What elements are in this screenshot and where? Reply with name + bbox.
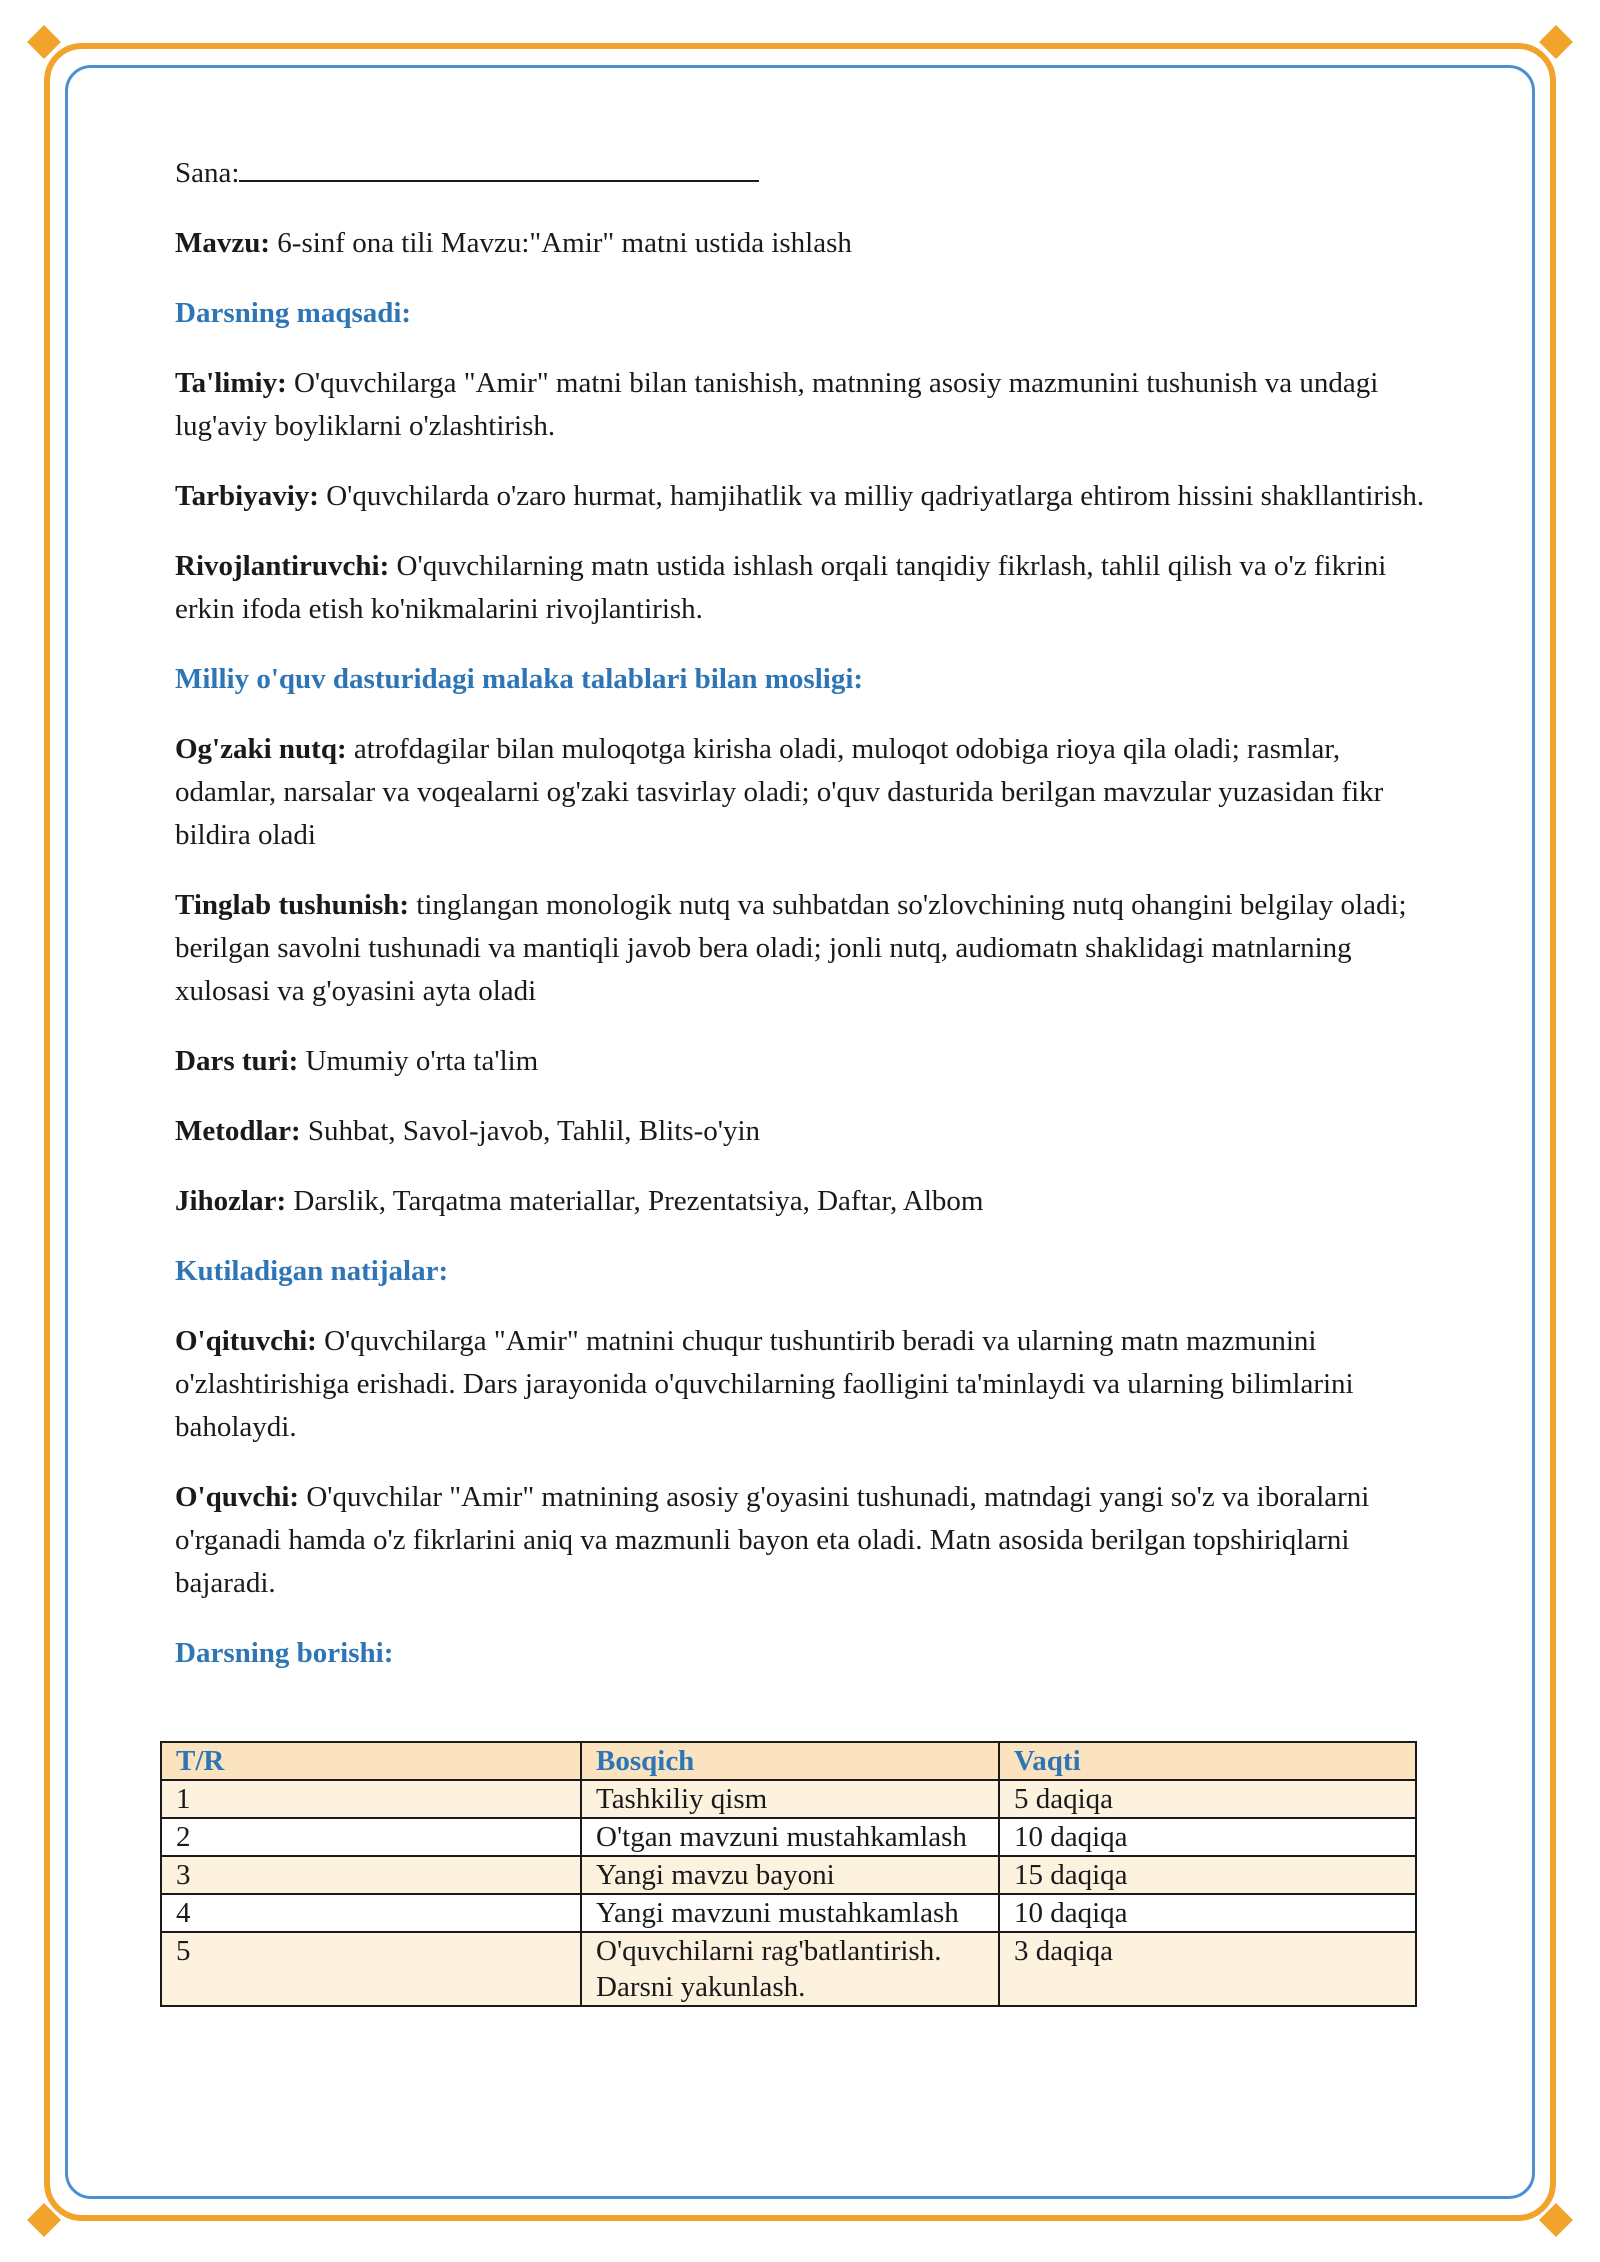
goal-developmental	[175, 545, 1435, 631]
goal-text: O'quvchilarda o'zaro hurmat, hamjihatlik va milliy qadriyatlarga ehtirom hissini shakllantirish.	[318, 480, 1425, 512]
cell-stage: O'tgan mavzuni mustahkamlash	[581, 1818, 999, 1856]
goal-text: O'quvchilarning matn ustida ishlash orqali tanqidiy fikrlash, tahlil qilish va o'z fikrini erkin ifoda etish ko'nikmalarini rivojlantirish.	[175, 550, 1387, 625]
document-body	[175, 150, 1435, 1702]
date-blank-field[interactable]	[239, 150, 759, 182]
date-line	[175, 150, 1435, 195]
goal-educational	[175, 362, 1435, 448]
table-row	[161, 1780, 1416, 1818]
cell-number: 4	[161, 1894, 581, 1932]
table-row	[161, 1894, 1416, 1932]
goal-label: Ta'limiy:	[175, 367, 287, 399]
cell-number: 2	[161, 1818, 581, 1856]
progress-heading: Darsning borishi:	[175, 1637, 394, 1669]
table-header-row	[161, 1742, 1416, 1780]
cell-time: 3 daqiqa	[999, 1932, 1416, 2006]
lesson-plan-table	[160, 1741, 1417, 2007]
table-row	[161, 1932, 1416, 2006]
lesson-methods	[175, 1110, 1435, 1153]
standard-oral-speech	[175, 728, 1435, 857]
lesson-equipment	[175, 1180, 1435, 1223]
standard-label: Og'zaki nutq:	[175, 733, 347, 765]
cell-number: 3	[161, 1856, 581, 1894]
lesson-type	[175, 1040, 1435, 1083]
standard-text: tinglangan monologik nutq va suhbatdan so'zlovchining nutq ohangini belgilay oladi; berilgan savolni tushunadi va mantiqli javob bera oladi; jonli nutq, audiomatn shaklidagi matnlarning xulosasi va g'oyasini ayta oladi	[175, 889, 1407, 1007]
topic-line	[175, 222, 1435, 265]
lesson-equipment-label: Jihozlar:	[175, 1185, 287, 1217]
cell-time: 15 daqiqa	[999, 1856, 1416, 1894]
table-row	[161, 1818, 1416, 1856]
lesson-methods-text: Suhbat, Savol-javob, Tahlil, Blits-o'yin	[300, 1115, 761, 1147]
cell-time: 10 daqiqa	[999, 1894, 1416, 1932]
goal-text: O'quvchilarga "Amir" matni bilan tanishish, matnning asosiy mazmunini tushunish va undagi lug'aviy boyliklarni o'zlashtirish.	[175, 367, 1379, 442]
column-header-stage: Bosqich	[581, 1742, 999, 1780]
cell-stage: O'quvchilarni rag'batlantirish. Darsni yakunlash.	[581, 1932, 999, 2006]
standard-listening	[175, 884, 1435, 1013]
topic-label: Mavzu:	[175, 227, 271, 259]
lesson-type-label: Dars turi:	[175, 1045, 299, 1077]
standards-heading: Milliy o'quv dasturidagi malaka talablari bilan mosligi:	[175, 663, 864, 695]
outcome-teacher	[175, 1320, 1435, 1449]
cell-stage: Tashkiliy qism	[581, 1780, 999, 1818]
goal-label: Tarbiyaviy:	[175, 480, 319, 512]
goal-upbringing	[175, 475, 1435, 518]
column-header-time: Vaqti	[999, 1742, 1416, 1780]
standard-label: Tinglab tushunish:	[175, 889, 410, 921]
lesson-methods-label: Metodlar:	[175, 1115, 301, 1147]
cell-time: 10 daqiqa	[999, 1818, 1416, 1856]
topic-text: 6-sinf ona tili Mavzu:"Amir" matni ustida ishlash	[270, 227, 852, 259]
outcome-text: O'quvchilar "Amir" matnining asosiy g'oyasini tushunadi, matndagi yangi so'z va iboralarni o'rganadi hamda o'z fikrlarini aniq va mazmunli bayon eta oladi. Matn asosida berilgan topshiriqlarni bajaradi.	[175, 1481, 1370, 1599]
lesson-equipment-text: Darslik, Tarqatma materiallar, Prezentatsiya, Daftar, Albom	[286, 1185, 984, 1217]
lesson-type-text: Umumiy o'rta ta'lim	[298, 1045, 539, 1077]
cell-stage: Yangi mavzu bayoni	[581, 1856, 999, 1894]
outcomes-heading: Kutiladigan natijalar:	[175, 1255, 449, 1287]
column-header-number: T/R	[161, 1742, 581, 1780]
outcome-student	[175, 1476, 1435, 1605]
goals-heading: Darsning maqsadi:	[175, 297, 412, 329]
cell-number: 1	[161, 1780, 581, 1818]
goal-label: Rivojlantiruvchi:	[175, 550, 390, 582]
date-label: Sana:	[175, 157, 240, 189]
cell-stage: Yangi mavzuni mustahkamlash	[581, 1894, 999, 1932]
outcome-label: O'quvchi:	[175, 1481, 300, 1513]
cell-number: 5	[161, 1932, 581, 2006]
standard-text: atrofdagilar bilan muloqotga kirisha oladi, muloqot odobiga rioya qila oladi; rasmlar, odamlar, narsalar va voqealarni og'zaki tasvirlay oladi; o'quv dasturida berilgan mavzular yuzasidan fikr bildira oladi	[175, 733, 1384, 851]
outcome-label: O'qituvchi:	[175, 1325, 317, 1357]
table-row	[161, 1856, 1416, 1894]
cell-time: 5 daqiqa	[999, 1780, 1416, 1818]
outcome-text: O'quvchilarga "Amir" matnini chuqur tushuntirib beradi va ularning matn mazmunini o'zlashtirishiga erishadi. Dars jarayonida o'quvchilarning faolligini ta'minlaydi va ularning bilimlarini baholaydi.	[175, 1325, 1354, 1443]
